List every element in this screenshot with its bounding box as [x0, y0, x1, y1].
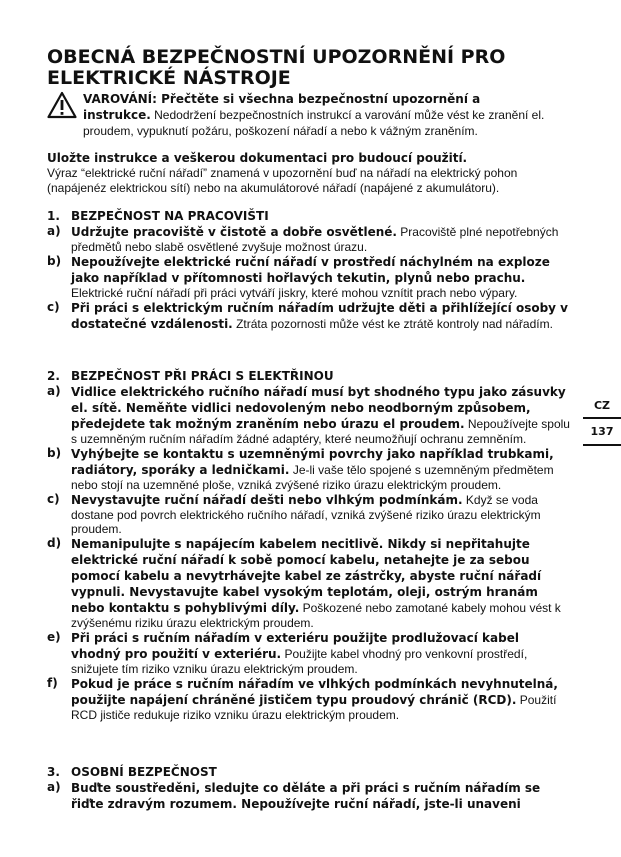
divider: [583, 444, 621, 446]
item-letter: c): [47, 492, 60, 506]
section-number: 1.: [47, 209, 60, 223]
warning-heading: VAROVÁNÍ: Přečtěte si všechna bezpečnostní upozornění a: [83, 92, 481, 106]
list-item: [47, 676, 572, 722]
keep-instructions-heading: Uložte instrukce a veškerou dokumentaci pro budoucí použití.: [47, 151, 468, 165]
item-bold: Vidlice elektrického ručního nářadí musí byt shodného typu jako zásuvky el. sítě. Neměňte vidlici nedovoleným nebo neodborným způsobem, předejdete tak možným zraněním nebo úrazu el proudem.: [71, 385, 566, 431]
section-number: 3.: [47, 765, 60, 779]
list-item: [47, 446, 572, 492]
list-item: [47, 536, 572, 630]
item-letter: b): [47, 254, 62, 268]
item-text: Elektrické ruční nářadí při práci vytváří jiskry, které mohou vznítit prach nebo výpary.: [71, 286, 518, 300]
item-bold: Při práci s elektrickým ručním nářadím udržujte děti a přihlížející osoby v dostatečné vzdálenosti.: [71, 301, 568, 331]
item-letter: a): [47, 384, 61, 398]
item-letter: b): [47, 446, 62, 460]
keep-instructions-text: Výraz “elektrické ruční nářadí” znamená v upozornění buď na nářadí na elektrický pohon (napájenéz elektrickou sítí) nebo na akumulátorové nářadí (napájené z akumulátoru).: [47, 166, 518, 195]
page-title: OBECNÁ BEZPEČNOSTNÍ UPOZORNĚNÍ PRO ELEKTRICKÉ NÁSTROJE: [47, 46, 506, 89]
item-bold: Nepoužívejte elektrické ruční nářadí v prostředí náchylném na exploze jako například v přítomnosti hořlavých tekutin, plynů nebo prachu.: [71, 255, 550, 285]
item-bold: Vyhýbejte se kontaktu s uzemněnými povrchy jako například trubkami, radiátory, sporáky a ledničkami.: [71, 447, 554, 477]
list-item: [47, 630, 572, 676]
item-bold: Buďte soustředěni, sledujte co děláte a při práci s ručním nářadím se řiďte zdravým rozumem. Nepoužívejte ruční nářadí, jste-li unaveni: [71, 781, 541, 811]
list-item: [47, 492, 572, 536]
item-bold: Při práci s ručním nářadím v exteriéru použijte prodlužovací kabel vhodný pro použití v exteriéru.: [71, 631, 519, 661]
section-work-area: [47, 208, 572, 332]
language-code: CZ: [593, 399, 611, 412]
keep-instructions: [47, 151, 572, 196]
item-bold: Udržujte pracoviště v čistotě a dobře osvětlené.: [71, 225, 397, 239]
section-heading: [47, 208, 572, 224]
item-letter: e): [47, 630, 61, 644]
warning-triangle-icon: [47, 91, 77, 119]
item-bold: Nemanipulujte s napájecím kabelem necitlivě. Nikdy si nepřitahujte elektrické ruční nářadí k sobě pomocí kabelu, netahejte je za sebou pomocí kabelu a nevytrhávejte kabel ze zástrčky, abyste ruční nářadí vypnuli. Nevystavujte kabel vysokým teplotám, oleji, ostrým hranám nebo kontaktu s pohyblivými díly.: [71, 537, 542, 615]
item-letter: a): [47, 780, 61, 794]
section-personal-safety: [47, 764, 572, 812]
item-bold: Pokud je práce s ručním nářadím ve vlhkých podmínkách nevyhnutelná, použijte napájení chráněné jističem typu proudový chránič (RCD).: [71, 677, 558, 707]
section-number: 2.: [47, 369, 60, 383]
list-item: [47, 384, 572, 446]
item-letter: c): [47, 300, 60, 314]
list-item: [47, 224, 572, 254]
item-text: Je-li vaše tělo spojené s uzemněným předmětem nebo stojí na uzemněné ploše, vzniká zvýšené riziko úrazu elektrickým proudem.: [71, 463, 554, 492]
item-text: Když se voda dostane pod povrch elektrického ručního nářadí, vzniká zvýšené riziko úrazu elektrickým proudem.: [71, 493, 541, 536]
item-bold: Nevystavujte ruční nářadí dešti nebo vlhkým podmínkám.: [71, 493, 463, 507]
page-number: 137: [590, 425, 614, 438]
item-text: Pracoviště plné nepotřebných předmětů nebo slabě osvětlené zvyšuje možnost úrazu.: [71, 225, 559, 254]
item-letter: f): [47, 676, 58, 690]
item-text: Ztráta pozornosti může vést ke ztrátě kontroly nad nářadím.: [236, 317, 553, 331]
side-tab: [583, 393, 621, 446]
section-heading: [47, 764, 572, 780]
item-text: Poškozené nebo zamotané kabely mohou vést k zvýšenému riziku úrazu elektrickým proudem.: [71, 601, 561, 630]
item-text: Použití RCD jističe redukuje riziko vzniku úrazu elektrickým proudem.: [71, 693, 557, 722]
item-letter: a): [47, 224, 61, 238]
item-text: Nepoužívejte spolu s uzemněným ručním nářadím žádné adaptéry, které neumožňují ochranu zemněním.: [71, 417, 570, 446]
section-electrical-safety: [47, 368, 572, 722]
item-letter: d): [47, 536, 62, 550]
list-item: [47, 780, 572, 812]
section-title: OSOBNÍ BEZPEČNOST: [71, 765, 217, 779]
list-item: [47, 300, 572, 332]
section-title: BEZPEČNOST NA PRACOVIŠTI: [71, 209, 269, 223]
list-item: [47, 254, 572, 300]
item-text: Použijte kabel vhodný pro venkovní prostředí, snižujete tím riziko vzniku úrazu elektrickým proudem.: [71, 647, 528, 676]
warning-text: Nedodržení bezpečnostních instrukcí a varování může vést ke zranění el. proudem, vypuknutí požáru, poškození nářadí a nebo k vážným zraněním.: [83, 108, 545, 138]
warning-block: [47, 91, 572, 139]
section-heading: [47, 368, 572, 384]
section-title: BEZPEČNOST PŘI PRÁCI S ELEKTŘINOU: [71, 369, 334, 383]
warning-heading-cont: instrukce.: [83, 108, 151, 122]
